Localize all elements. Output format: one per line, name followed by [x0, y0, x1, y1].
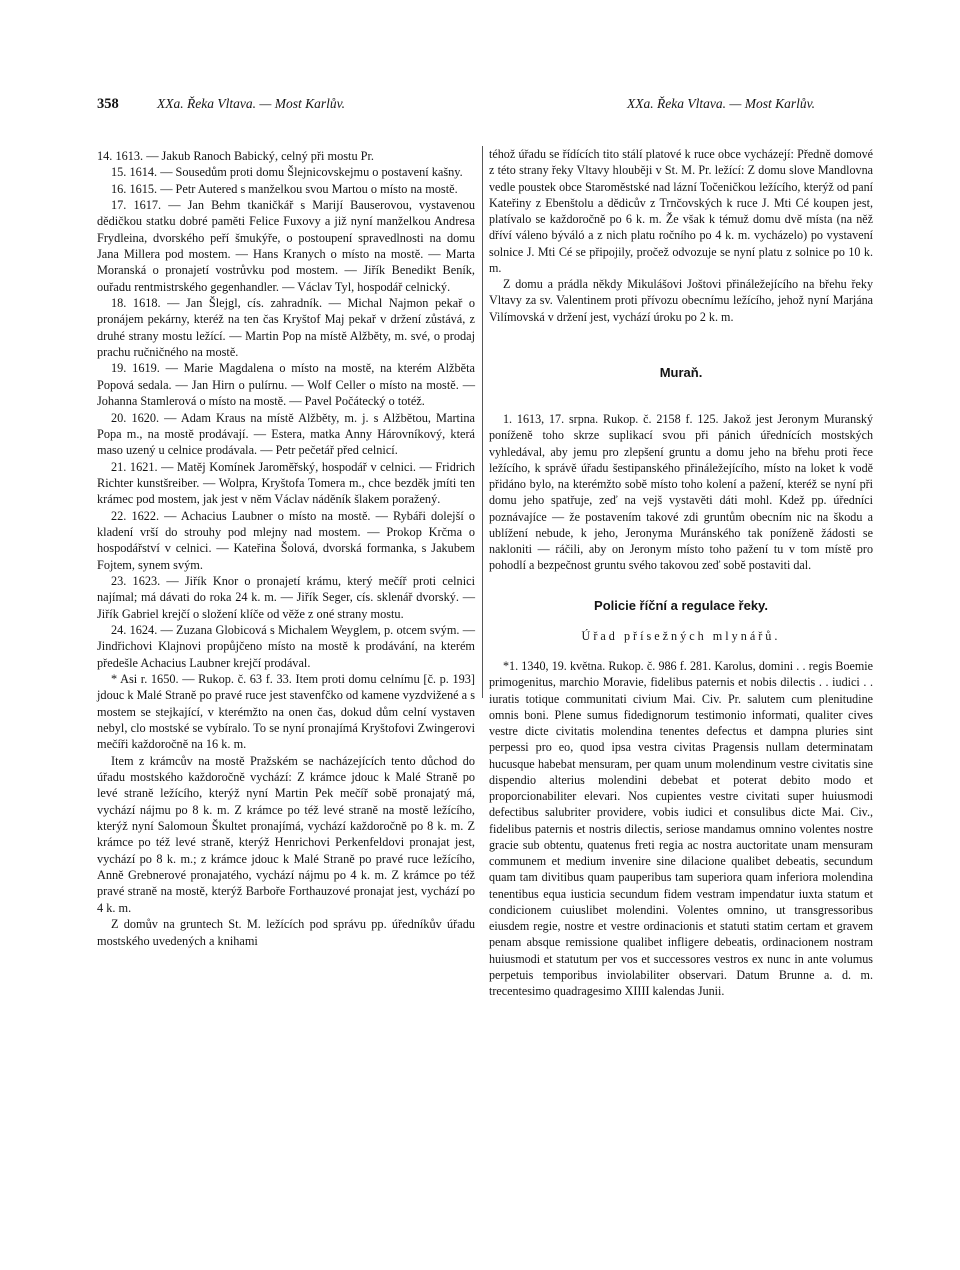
entry-1615: 16. 1615. — Petr Autered s manželkou svou Martou o místo na mostě. — [111, 181, 458, 196]
page-header — [97, 96, 867, 118]
entry-1340: *1. 1340, 19. května. Rukop. č. 986 f. 281. Karolus, domini . . regis Boemie primogenitus, marchio Moravie, fidelibus paternis et nobis dilectis . . iudici . . iuratis totique communitati civium Mai. Civ. Pr. salutem cum plenitudine omnis boni. Plene sumus fidedignorum testimonio informati, qualiter cives vestre dicte civitatis molendina tenentes defectus et dampna pluries sint perpessi pro eo, quod ipsa vestra civitas Pragensis nullam determinatam hucusque habebat mensuram, per quam unum molendinum vestre civitatis sine dispendio alterius molendini debebat et poterat debito modo et proporcionabiliter elevari. Nos cupientes vestre civitati super huiusmodi defectibus salubriter providere, vobis iudici et consulibus dicte Mai. Civ., fidelibus paternis et nostris dilectis, seriose mandamus omnino volentes nostre gracie sub obtentu, quatenus freti regia ac nostra auctoritate unam mensuram communem et medium invenire sine dilacione qualibet debeatis, secundum quam tam divitibus quam pauperibus tam superiora quam inferiora molendina tenentibus equa iusticia secundum fidem vestram impendatur iuxta statum et condicionem cuiuslibet molendini. Volentes omnino, ut transgressoribus eiusdem regie, nostre et vestre ordinacionis et statuti statim certam et gravem penam absque remissione qualibet infligere debeatis, ordinacionem nostram huiusmodi et statutum per vos et successores vestros ex nunc in ante volumus perpetuis temporibus inviolabiliter observari. Datum Brunne a. d. m. trecentesimo quadragesimo XIIII kalendas Junii. — [489, 659, 873, 998]
left-column — [97, 148, 475, 949]
paragraph-continued: téhož úřadu se řídících tito stálí platové k ruce obce vycházejí: Předně domové z této strany řeky Vltavy hlouběji v St. M. Pr. ležící: Z domu slove Mandlovna vedle poustek obce Staroměstské nad lázní Točeničkou ležícího, kterýž od paní Kateřiny z Ebenštolu a dědicův z Trnčovských k ruce J. Mti Cé koupen jest, platívalo se každoročně po 6 k. m. Že však k témuž domu dvě místa (na něž dříví váleno býváló a z nich platu ročního po 4 k. m. vycházelo) po vystavení solnice J. Mti Cé se připojily, pročež odvozuje se nyní platu z solnice po 10 k. m. — [489, 147, 873, 275]
page-number: 358 — [97, 96, 119, 112]
entry-1614: 15. 1614. — Sousedům proti domu Šlejnicovskejmu o postavení kašny. — [111, 165, 463, 180]
entry-1617: 17. 1617. — Jan Behm tkaničkář s Marijí Bauserovou, vystavenou dědičkou statku dobré paměti Felice Fuxovy a již nyní manželkou Andresa Frydleina, dvorského peří šmukýře, o postoupení spravedlnosti na domu Jana Millera pod mostem. — Hans Kranych o místo na mostě. — Marta Moranská o pronajetí vostrůvku pod mostem. — Jiřík Benedikt Beník, ouřadu rentmistrského gegenhandler. — Václav Tyl, hospodář celnický. — [97, 198, 475, 294]
paragraph-domuv: Z domův na gruntech St. M. ležících pod správu pp. úředníkův úřadu mostského uvedených a knihami — [97, 917, 475, 948]
entry-1619: 19. 1619. — Marie Magdalena o místo na mostě, na kterém Alžběta Popová sedala. — Jan Hirn o pulírnu. — Wolf Celler o místo na mostě. — Johanna Stamlerová o místo na mostě. — Pavel Počátecký o totéž. — [97, 361, 475, 409]
entry-1618: 18. 1618. — Jan Šlejgl, cís. zahradník. — Michal Najmon pekař o pronájem pekárny, kteréž na ten čas Kryštof Maj pekař v držení zůstává, z druhé strany mostu ležící. — Martin Pop na místě Alžběty, m. své, o prodaj prachu ručničného na mostě. — [97, 296, 475, 360]
running-title-left: XXa. Řeka Vltava. — Most Karlův. — [157, 96, 345, 111]
entry-muran-1613: 1. 1613, 17. srpna. Rukop. č. 2158 f. 125. Jakož jest Jeronym Muranský poníženě toho skrze suplikací svou při pánich úřednících mostských vyhledával, aby jemu pro zlepšení gruntu a domu jeho na břehu proti řece ležícího, k správě úřadu šestipanského přináležejícího, místo na loket k vodě přidáno bylo, na kterémžto sobě místo toho kolení a pažení, kteréž se nyní při domu jeho spatřuje, zeď na vejš vystavěti dáti mohl. Kdež pp. úředníci poznávajíce — že postavením takové zdi gruntům obecním nic na škodu a ublížení nebude, k jeho, Jeronyma Muránského tak poníženě žádosti se nakloniti — ráčili, aby on Jeronym místo toho pažení tu v tom místě pro pohodlí a bezpečnost gruntu svého takovou zeď sobě postaviti dal. — [489, 412, 873, 573]
entry-1621: 21. 1621. — Matěj Komínek Jaroměřský, hospodář v celnici. — Fridrich Richter kunstšreiber. — Wolpra, Kryštofa Tomera m., chce bezděk jmíti ten krámec pod mostem, jak jest v něm Václav náděník šlakem poražený. — [97, 459, 475, 507]
section-heading-muran: Muraň. — [659, 364, 703, 380]
entry-1650: * Asi r. 1650. — Rukop. č. 63 f. 33. Item proti domu celnímu [č. p. 193] jdouc k Malé Straně po pravé ruce jest stavenfčko od kamene vyzdvižené a s mostem se stejkající, v kterémžto na onen čas, dokud dům celní vystaven nebyl, clo mostské se vybíralo. To se nyní pronajímá Kryštofovi Zwingerovi mečíři každoročně na 16 k. m. — [97, 672, 475, 752]
right-column — [489, 146, 873, 999]
running-title-right: XXa. Řeka Vltava. — Most Karlův. — [627, 96, 815, 111]
paragraph-kramce: Item z krámcův na mostě Pražském se nacházejících tento důchod do úřadu mostského každoročně vychází: Z krámce jdouc k Malé Straně po levé straně ležícího, kterýž nyní Martin Pek mečíř sobě pronajatý má, vychází nájmu po 8 k. m. Z krámce po též levé straně na mostě ležícího, kterýž nyní Salomoun Škultet pronajímá, vychází každoročně po 8 k. m. Z krámce po též levé straně, kterýž Henrichovi Perkenfeldovi pronajat jest, vychází po 8 k. m.; z krámce jdouc k Malé Straně po pravé ruce ležícího, Anně Grebnerové pronajatého, vychází nájmu po 4 k. m. Z krámce po též pravé straně na mostě, kterýž Barboře Forthauzové pronajat jest, vychází po 4 k. m. — [97, 753, 475, 915]
subsection-heading: Úřad přísežných mlynářů. — [581, 628, 781, 643]
column-divider — [482, 146, 483, 698]
entry-1622: 22. 1622. — Achacius Laubner o místo na mostě. — Rybáři dolejší o kladení vrší do strouhy pod mlejny nad mostem. — Prokop Krčma o hospodářství v celnici. — Kateřina Šolová, dvorská formanka, s Jakubem Fojtem, synem svým. — [97, 508, 475, 572]
entry-1620: 20. 1620. — Adam Kraus na místě Alžběty, m. j. s Alžbětou, Martina Popa m., na mostě prodávají. — Estera, matka Anny Hárovníkový, která maso uzený u celnice prodávala. — Petr pečetář před celnicí. — [97, 410, 475, 458]
entry-1613: 14. 1613. — Jakub Ranoch Babický, celný při mostu Pr. — [97, 149, 374, 163]
entry-1624: 24. 1624. — Zuzana Globicová s Michalem Weyglem, p. otcem svým. — Jindřichovi Klajnovi propůjčeno místo na mostě k prodávání, na kterém předešle Achacius Laubner krejčí prodával. — [97, 622, 475, 670]
section-heading-policie: Policie říční a regulace řeky. — [594, 597, 768, 613]
paragraph-prádlo: Z domu a prádla někdy Mikulášovi Joštovi přináležejícího na břehu řeky Vltavy za sv. Valentinem proti přívozu obecnímu ležícího, jehož nyní Marjána Vilímovská v držení jest, vychází úroku po 2 k. m. — [489, 277, 873, 324]
entry-1623: 23. 1623. — Jiřík Knor o pronajetí krámu, který mečíř proti celnici najímal; má dávati do roka 24 k. m. — Jiřík Seger, cís. sklenář dvorský. — Jiřík Gabriel krejčí o složení klíče od věže z oné strany mostu. — [97, 573, 475, 621]
